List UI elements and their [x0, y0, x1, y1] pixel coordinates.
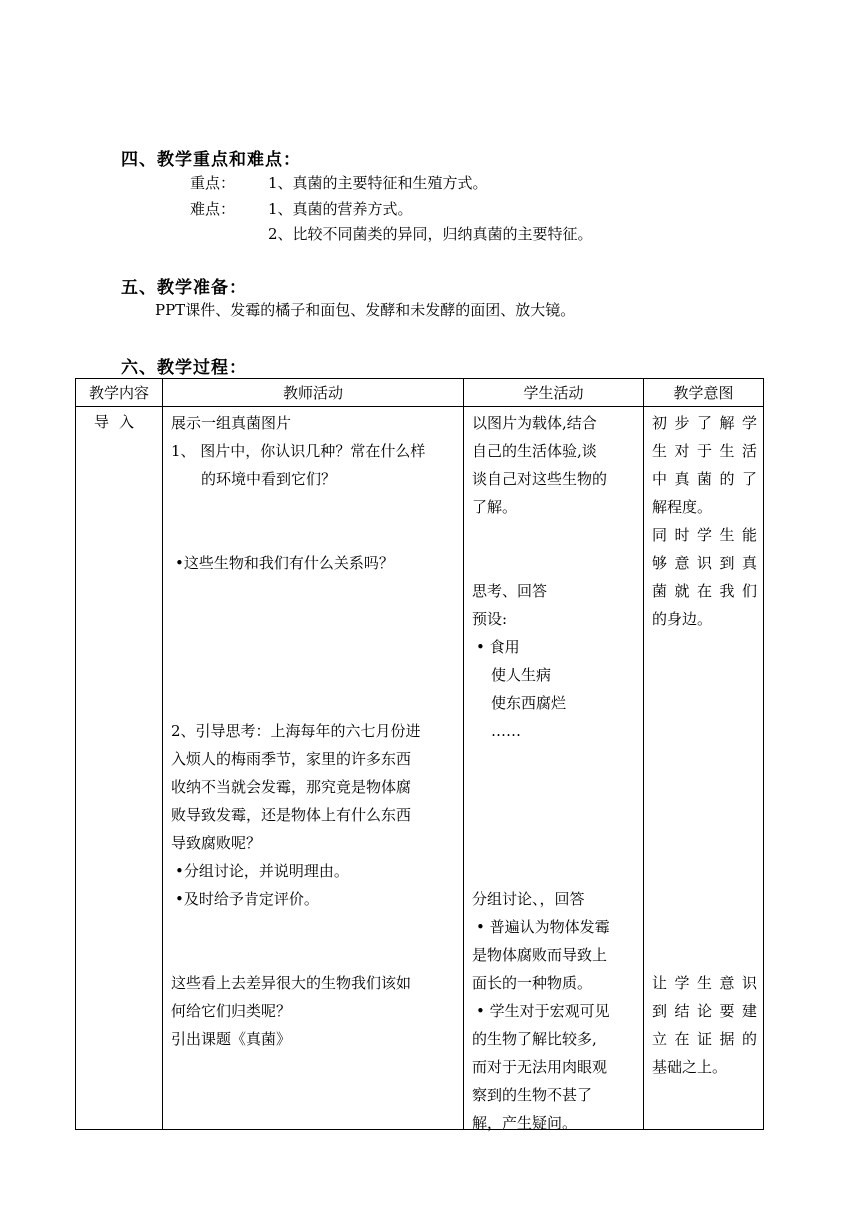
difficulty-label: 难点： — [190, 200, 236, 218]
section-5-title: 五、教学准备： — [121, 278, 247, 298]
table-row — [76, 407, 764, 1130]
teacher-line: 这些看上去差异很大的生物我们该如 — [171, 974, 412, 992]
header-intent: 教学意图 — [644, 379, 764, 407]
intent-line: 生对于生活 — [652, 442, 757, 460]
student-line: 的生物了解比较多, — [472, 1030, 597, 1048]
student-line: 解，产生疑问。 — [472, 1114, 578, 1132]
teacher-line: 引出课题《真菌》 — [171, 1030, 292, 1048]
student-line: 而对于无法用肉眼观 — [472, 1058, 608, 1076]
intent-line: 菌就在我们 — [652, 582, 757, 600]
teacher-line: 导致腐败呢？ — [171, 834, 262, 852]
header-student: 学生活动 — [464, 379, 644, 407]
key-point-label: 重点： — [190, 174, 236, 192]
teacher-line: 收纳不当就会发霉，那究竟是物体腐 — [171, 778, 412, 796]
student-line: • 食用 — [476, 638, 520, 656]
student-line: 谈自己对这些生物的 — [472, 470, 608, 488]
section-6-title: 六、教学过程： — [121, 358, 247, 378]
student-line: …… — [491, 722, 521, 740]
intent-line: 立在证据的 — [652, 1030, 757, 1048]
student-line: 思考、回答 — [472, 582, 548, 600]
teacher-line: •及时给予肯定评价。 — [175, 890, 319, 908]
teacher-line: 2、引导思考：上海每年的六七月份进 — [171, 722, 421, 740]
difficulty-item-2: 2、比较不同菌类的异同，归纳真菌的主要特征。 — [268, 225, 593, 243]
intent-line: 中真菌的了 — [652, 470, 757, 488]
table-header-row — [76, 379, 764, 407]
intent-line: 初步了解学 — [652, 414, 757, 432]
intent-line: 让学生意识 — [652, 974, 757, 992]
student-line: 自己的生活体验,谈 — [472, 442, 597, 460]
student-line: 以图片为载体,结合 — [472, 414, 597, 432]
intent-line: 解程度。 — [652, 498, 713, 516]
teacher-line: 何给它们归类呢？ — [171, 1002, 292, 1020]
intent-line: 的身边。 — [652, 610, 713, 628]
teacher-line: 展示一组真菌图片 — [171, 414, 292, 432]
student-line: 分组讨论、，回答 — [472, 890, 585, 908]
key-point-item: 1、真菌的主要特征和生殖方式。 — [268, 174, 488, 192]
teacher-line: 的环境中看到它们？ — [201, 470, 337, 488]
student-line: 使人生病 — [491, 666, 552, 684]
teacher-line: 1、 图片中，你认识几种？常在什么样 — [171, 442, 426, 460]
difficulty-item-1: 1、真菌的营养方式。 — [268, 200, 413, 218]
preparation-content: PPT课件、发霉的橘子和面包、发酵和未发酵的面团、放大镜。 — [155, 301, 576, 319]
student-line: 预设: — [472, 610, 508, 628]
teaching-process-table — [75, 378, 764, 1130]
student-line: 察到的生物不甚了 — [472, 1086, 593, 1104]
teacher-line: •分组讨论，并说明理由。 — [175, 862, 349, 880]
student-line: 是物体腐败而导致上 — [472, 946, 608, 964]
teacher-line: 入烦人的梅雨季节，家里的许多东西 — [171, 750, 412, 768]
header-teacher: 教师活动 — [163, 379, 464, 407]
student-cell — [464, 407, 644, 1130]
teacher-line: •这些生物和我们有什么关系吗？ — [175, 554, 394, 572]
intent-line: 够意识到真 — [652, 554, 757, 572]
section-4-title: 四、教学重点和难点： — [121, 150, 301, 170]
student-line: • 普遍认为物体发霉 — [476, 918, 610, 936]
intent-line: 同时学生能 — [652, 526, 757, 544]
student-line: 使东西腐烂 — [491, 694, 567, 712]
student-line: • 学生对于宏观可见 — [476, 1002, 610, 1020]
header-content: 教学内容 — [76, 379, 163, 407]
teacher-line: 败导致发霉，还是物体上有什么东西 — [171, 806, 412, 824]
student-line: 面长的一种物质。 — [472, 974, 593, 992]
intent-line: 基础之上。 — [652, 1058, 728, 1076]
content-cell: 导入 — [76, 407, 163, 1130]
teacher-cell — [163, 407, 464, 1130]
intent-cell — [644, 407, 764, 1130]
student-line: 了解。 — [472, 498, 518, 516]
intent-line: 到结论要建 — [652, 1002, 757, 1020]
